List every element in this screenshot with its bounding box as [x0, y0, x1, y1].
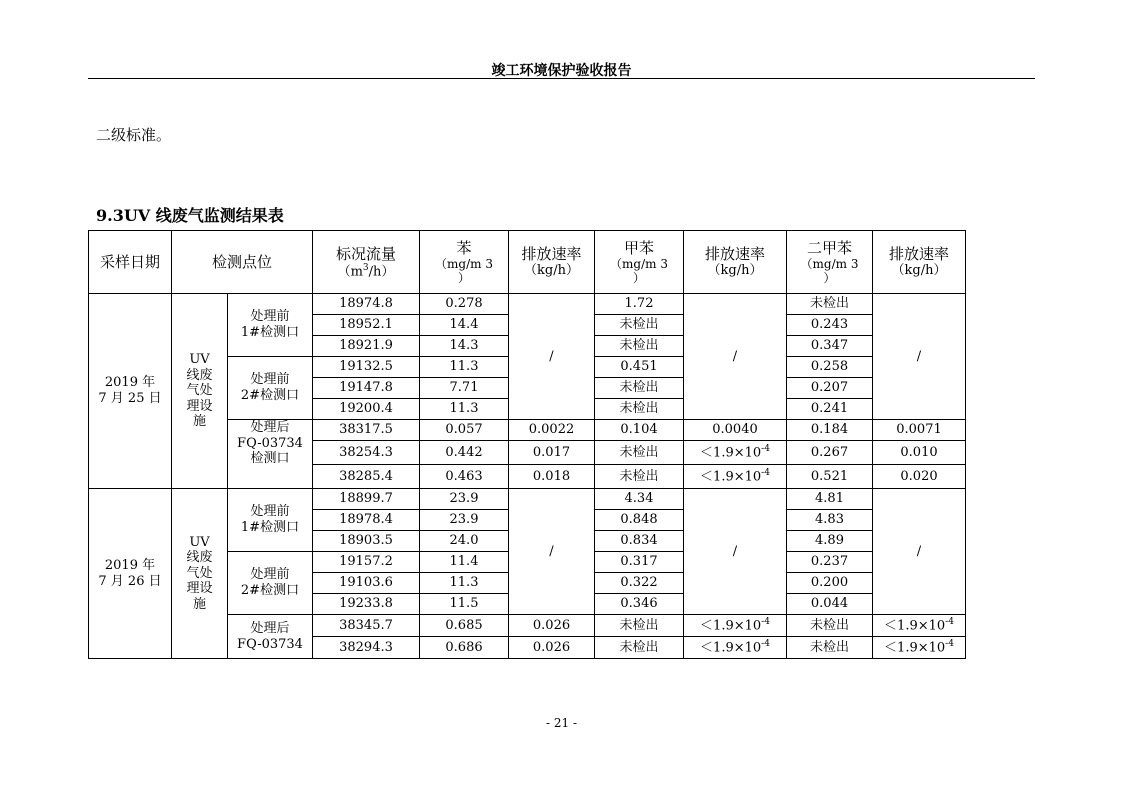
header-xylene-rate — [873, 231, 966, 294]
benzene-rate-na: / — [509, 294, 595, 420]
benzene-cell: 0.463 — [420, 465, 509, 489]
xylene-rate-cell: 0.0071 — [873, 420, 966, 441]
flow-cell: 38317.5 — [313, 420, 420, 441]
xylene-cell: 4.83 — [787, 510, 873, 531]
flow-cell: 19147.8 — [313, 378, 420, 399]
flow-cell: 18921.9 — [313, 336, 420, 357]
flow-cell: 19103.6 — [313, 573, 420, 594]
header-flow-label: 标况流量 — [335, 244, 396, 263]
benzene-cell: 23.9 — [420, 489, 509, 510]
date-day: 7 月 26 日 — [98, 573, 162, 589]
benzene-rate-cell: 0.017 — [509, 441, 595, 465]
point-label: 2#检测口 — [240, 388, 300, 403]
facility-line: 理设 — [186, 398, 213, 414]
flow-cell: 38345.7 — [313, 615, 420, 637]
toluene-cell: 未检出 — [595, 399, 684, 420]
header-rate-label: 排放速率 — [888, 245, 949, 264]
xylene-cell: 0.347 — [787, 336, 873, 357]
point-label: 处理前 — [250, 504, 290, 520]
facility-line: 气处 — [186, 565, 213, 581]
benzene-rate-na: / — [509, 489, 595, 615]
benzene-cell: 14.3 — [420, 336, 509, 357]
header-benzene-rate — [509, 231, 595, 294]
toluene-rate-na: / — [684, 489, 787, 615]
facility-line: 线废 — [186, 550, 213, 566]
toluene-cell: 4.34 — [595, 489, 684, 510]
flow-cell: 38254.3 — [313, 441, 420, 465]
toluene-cell: 0.322 — [595, 573, 684, 594]
point-label: 处理前 — [250, 372, 290, 388]
toluene-cell: 未检出 — [595, 336, 684, 357]
point-after — [228, 420, 313, 489]
xylene-cell: 0.267 — [787, 441, 873, 465]
intro-text: 二级标准。 — [96, 126, 172, 144]
facility-cell — [172, 489, 228, 659]
benzene-cell: 7.71 — [420, 378, 509, 399]
header-xylene-unit-close: ） — [823, 271, 836, 285]
benzene-cell: 11.3 — [420, 399, 509, 420]
date-day: 7 月 25 日 — [98, 391, 162, 406]
header-flow-unit: $(m^3/h)$ — [337, 262, 395, 279]
xylene-rate-na: / — [873, 489, 966, 615]
header-flow — [313, 231, 420, 294]
flow-cell: 19200.4 — [313, 399, 420, 420]
xylene-cell: 未检出 — [787, 615, 873, 637]
point-label: 2#检测口 — [240, 583, 300, 598]
header-rate-unit: （kg/h） — [891, 263, 947, 279]
header-date: 采样日期 — [89, 231, 172, 294]
xylene-rate-cell: $<1.9\times 10^{-4}$ — [873, 615, 966, 637]
point-label: 检测口 — [250, 451, 290, 467]
point-before-1 — [228, 489, 313, 552]
flow-cell: 38285.4 — [313, 465, 420, 489]
flow-cell: 19132.5 — [313, 357, 420, 378]
facility-line: 理设 — [186, 581, 213, 597]
flow-cell: 18974.8 — [313, 294, 420, 315]
point-label: 处理前 — [250, 309, 290, 325]
point-before-2 — [228, 552, 313, 615]
header-toluene-unit-close: ） — [632, 271, 645, 285]
benzene-rate-cell: 0.018 — [509, 465, 595, 489]
xylene-cell: 0.243 — [787, 315, 873, 336]
xylene-cell: 0.200 — [787, 573, 873, 594]
benzene-rate-cell: 0.026 — [509, 615, 595, 637]
benzene-rate-cell: 0.026 — [509, 637, 595, 659]
toluene-cell: 未检出 — [595, 615, 684, 637]
facility-line: UV — [189, 352, 210, 368]
toluene-cell: 未检出 — [595, 441, 684, 465]
point-label: FQ-03734 — [237, 435, 303, 451]
benzene-rate-cell: 0.0022 — [509, 420, 595, 441]
toluene-cell: 0.848 — [595, 510, 684, 531]
xylene-rate-na: / — [873, 294, 966, 420]
benzene-cell: 0.057 — [420, 420, 509, 441]
header-xylene-unit: （mg/m 3 — [800, 256, 859, 271]
flow-cell: 18978.4 — [313, 510, 420, 531]
header-point: 检测点位 — [172, 231, 313, 294]
toluene-cell: 未检出 — [595, 465, 684, 489]
xylene-cell: 0.207 — [787, 378, 873, 399]
table-row — [89, 489, 966, 510]
sample-date-cell — [89, 294, 172, 489]
facility-line: UV — [189, 534, 210, 550]
toluene-cell: 0.451 — [595, 357, 684, 378]
header-rate-label: 排放速率 — [704, 245, 765, 264]
benzene-cell: 0.442 — [420, 441, 509, 465]
toluene-cell: 0.104 — [595, 420, 684, 441]
toluene-rate-cell: $<1.9\times 10^{-4}$ — [684, 465, 787, 489]
benzene-cell: 24.0 — [420, 531, 509, 552]
facility-line: 线废 — [186, 367, 213, 383]
header-divider — [88, 78, 1035, 79]
xylene-cell: 未检出 — [787, 637, 873, 659]
flow-cell: 19233.8 — [313, 594, 420, 615]
header-toluene — [595, 231, 684, 294]
page-header-title: 竣工环境保护验收报告 — [491, 63, 632, 79]
header-rate-label: 排放速率 — [521, 245, 582, 264]
facility-cell — [172, 294, 228, 489]
point-label: FQ-03734 — [237, 636, 303, 652]
xylene-rate-cell: $<1.9\times 10^{-4}$ — [873, 637, 966, 659]
facility-line: 施 — [192, 414, 206, 430]
flow-cell: 38294.3 — [313, 637, 420, 659]
header-benzene-unit: （mg/m 3 — [435, 256, 493, 271]
xylene-cell: 0.241 — [787, 399, 873, 420]
toluene-rate-cell: 0.0040 — [684, 420, 787, 441]
xylene-cell: 4.89 — [787, 531, 873, 552]
page-number: - 21 - — [545, 716, 577, 730]
point-label: 1#检测口 — [240, 325, 300, 340]
toluene-cell: 0.317 — [595, 552, 684, 573]
toluene-rate-cell: $<1.9\times 10^{-4}$ — [684, 637, 787, 659]
facility-line: 气处 — [186, 383, 213, 399]
point-before-1 — [228, 294, 313, 357]
flow-cell: 18952.1 — [313, 315, 420, 336]
benzene-cell: 0.685 — [420, 615, 509, 637]
table-header-row — [89, 231, 966, 294]
toluene-cell: 未检出 — [595, 637, 684, 659]
flow-cell: 19157.2 — [313, 552, 420, 573]
xylene-cell: 0.044 — [787, 594, 873, 615]
flow-cell: 18899.7 — [313, 489, 420, 510]
toluene-rate-na: / — [684, 294, 787, 420]
benzene-cell: 11.3 — [420, 573, 509, 594]
header-benzene-label: 苯 — [456, 238, 472, 257]
header-benzene-unit-close: ） — [457, 271, 470, 285]
xylene-cell: 0.258 — [787, 357, 873, 378]
header-xylene — [787, 231, 873, 294]
point-label: 1#检测口 — [240, 520, 300, 535]
header-benzene — [420, 231, 509, 294]
benzene-cell: 11.5 — [420, 594, 509, 615]
date-year: 2019 年 — [104, 375, 156, 391]
xylene-cell: 0.521 — [787, 465, 873, 489]
benzene-cell: 14.4 — [420, 315, 509, 336]
header-toluene-rate — [684, 231, 787, 294]
xylene-rate-cell: 0.010 — [873, 441, 966, 465]
benzene-cell: 0.686 — [420, 637, 509, 659]
header-toluene-label: 甲苯 — [623, 238, 654, 257]
benzene-cell: 23.9 — [420, 510, 509, 531]
flow-cell: 18903.5 — [313, 531, 420, 552]
point-after — [228, 615, 313, 659]
header-xylene-label: 二甲苯 — [806, 238, 852, 257]
benzene-cell: 11.4 — [420, 552, 509, 573]
point-before-2 — [228, 357, 313, 420]
benzene-cell: 0.278 — [420, 294, 509, 315]
header-rate-unit: （kg/h） — [524, 263, 579, 279]
point-label: 处理前 — [250, 567, 290, 583]
benzene-cell: 11.3 — [420, 357, 509, 378]
xylene-cell: 未检出 — [787, 294, 873, 315]
facility-line: 施 — [192, 596, 206, 612]
uv-exhaust-monitoring-table — [88, 230, 966, 659]
xylene-rate-cell: 0.020 — [873, 465, 966, 489]
xylene-cell: 0.237 — [787, 552, 873, 573]
section-title: 9.3UV 线废气监测结果表 — [96, 206, 284, 225]
header-toluene-unit: （mg/m 3 — [610, 256, 668, 271]
toluene-cell: 0.346 — [595, 594, 684, 615]
toluene-cell: 未检出 — [595, 315, 684, 336]
toluene-cell: 1.72 — [595, 294, 684, 315]
table-row — [89, 294, 966, 315]
xylene-cell: 0.184 — [787, 420, 873, 441]
xylene-cell: 4.81 — [787, 489, 873, 510]
toluene-rate-cell: $<1.9\times 10^{-4}$ — [684, 615, 787, 637]
toluene-rate-cell: $<1.9\times 10^{-4}$ — [684, 441, 787, 465]
date-year: 2019 年 — [104, 557, 156, 573]
point-label: 处理后 — [250, 620, 290, 636]
sample-date-cell — [89, 489, 172, 659]
point-label: 处理后 — [250, 420, 290, 435]
toluene-cell: 0.834 — [595, 531, 684, 552]
header-rate-unit: （kg/h） — [707, 263, 763, 279]
toluene-cell: 未检出 — [595, 378, 684, 399]
